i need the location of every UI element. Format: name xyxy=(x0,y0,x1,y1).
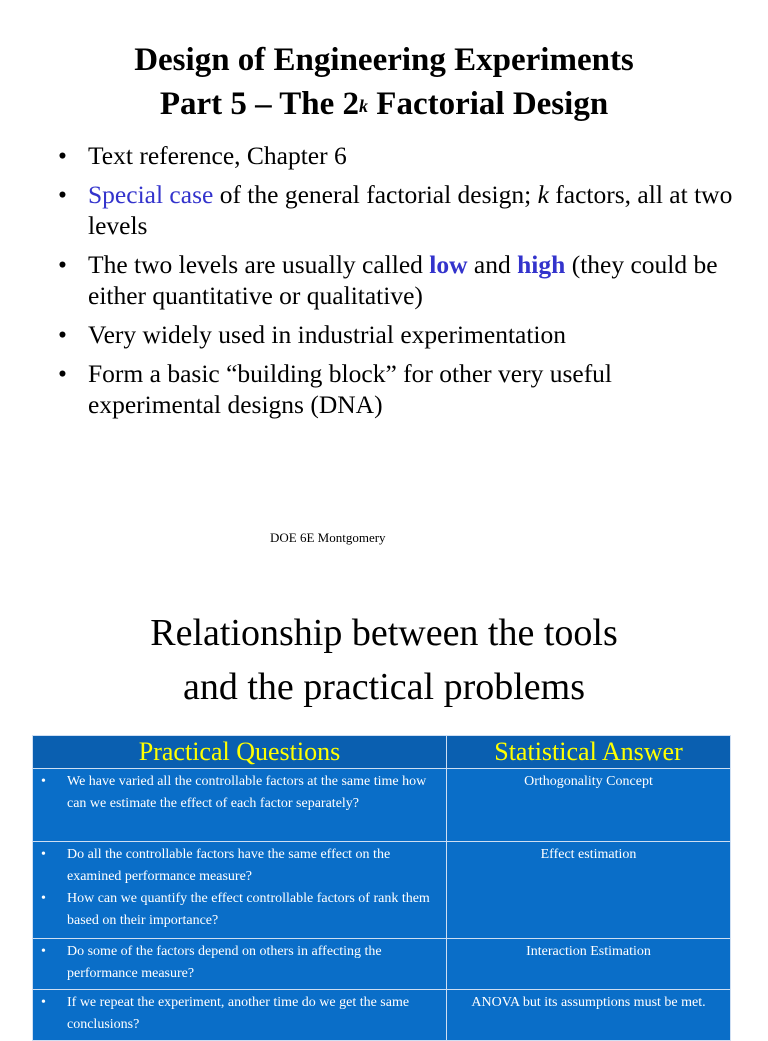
slide-title xyxy=(0,38,768,126)
header-practical-questions: Practical Questions xyxy=(33,736,447,769)
question-cell xyxy=(33,842,447,939)
bullet-item xyxy=(58,358,748,420)
slide-2-title xyxy=(0,606,768,714)
table-row xyxy=(33,842,731,939)
answer-cell: Effect estimation xyxy=(447,842,731,939)
title-part-prefix: Part 5 – The 2 xyxy=(159,86,360,122)
question-item: • Do all the controllable factors have the same effect on the examined performance measure? xyxy=(39,844,440,888)
bullet-item xyxy=(58,319,748,350)
title-superscript: k xyxy=(359,96,369,116)
bullet-text: of the general factorial design; xyxy=(213,180,538,209)
highlight-low: low xyxy=(429,250,468,279)
title-part-suffix: Factorial Design xyxy=(368,86,609,122)
highlight-special-case: Special case xyxy=(88,180,214,209)
slide-2-title-line-1: Relationship between the tools xyxy=(150,612,618,654)
question-cell xyxy=(33,769,447,842)
question-cell xyxy=(33,939,447,990)
slide-footer: DOE 6E Montgomery xyxy=(270,530,386,545)
slide-2-title-line-2: and the practical problems xyxy=(182,666,585,708)
question-item: • If we repeat the experiment, another time do we get the same conclusions? xyxy=(39,992,440,1036)
italic-k: k xyxy=(537,180,549,209)
table-row xyxy=(33,990,731,1041)
header-statistical-answer: Statistical Answer xyxy=(447,736,731,769)
answer-cell: ANOVA but its assumptions must be met. xyxy=(447,990,731,1041)
bullet-text: (they could be either quantitative or qualitative) xyxy=(88,250,718,310)
bullet-item xyxy=(58,249,748,311)
question-item: • How can we quantify the effect controllable factors of rank them based on their importance? xyxy=(39,888,440,932)
highlight-high: high xyxy=(517,250,566,279)
table-row xyxy=(33,939,731,990)
title-line-1: Design of Engineering Experiments xyxy=(134,42,634,78)
table-row xyxy=(33,769,731,842)
question-item: • We have varied all the controllable factors at the same time how can we estimate the effect of each factor separately? xyxy=(39,771,440,815)
bullet-text: Text reference, Chapter 6 xyxy=(88,141,347,170)
question-cell xyxy=(33,990,447,1041)
bullet-text: Form a basic “building block” for other very useful experimental designs (DNA) xyxy=(88,359,613,419)
questions-answers-table xyxy=(32,735,731,1041)
bullet-list xyxy=(58,140,748,428)
answer-cell: Interaction Estimation xyxy=(447,939,731,990)
bullet-text: factors, all at two levels xyxy=(88,180,733,240)
bullet-text: and xyxy=(467,250,518,279)
bullet-item xyxy=(58,140,748,171)
answer-cell: Orthogonality Concept xyxy=(447,769,731,842)
question-item: • Do some of the factors depend on others in affecting the performance measure? xyxy=(39,941,440,985)
bullet-text: The two levels are usually called xyxy=(88,250,430,279)
bullet-item xyxy=(58,179,748,241)
bullet-text: Very widely used in industrial experimentation xyxy=(88,320,567,349)
